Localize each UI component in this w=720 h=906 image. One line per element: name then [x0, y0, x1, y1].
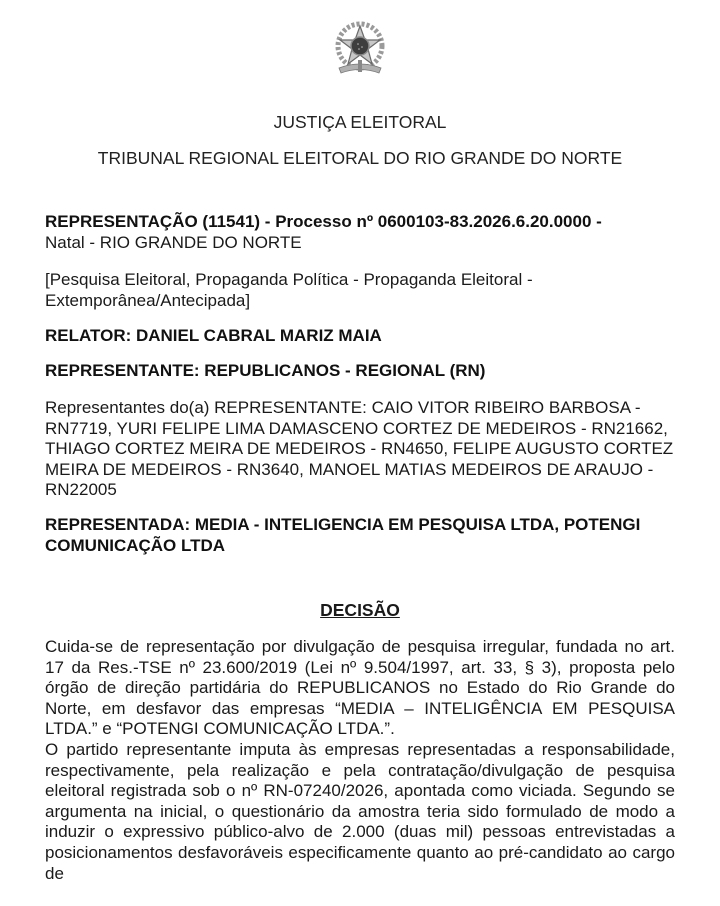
case-relator: RELATOR: DANIEL CABRAL MARIZ MAIA: [45, 326, 382, 345]
case-lawyers: Representantes do(a) REPRESENTANTE: CAIO VITOR RIBEIRO BARBOSA - RN7719, YURI FELIPE LIMA DAMASCENO CORTEZ DE MEDEIROS - RN21662, THIAGO CORTEZ MEIRA DE MEDEIROS - RN4650, FELIPE AUGUSTO CORTEZ MEIRA DE MEDEIROS - RN3640, MANOEL MATIAS MEDEIROS DE ARAUJO - RN22005: [45, 398, 674, 499]
case-representante: REPRESENTANTE: REPUBLICANOS - REGIONAL (RN): [45, 361, 486, 380]
decision-paragraph: Cuida-se de representação por divulgação de pesquisa irregular, fundada no art. 17 da Res.-TSE nº 23.600/2019 (Lei nº 9.504/1997, art. 33, § 3), proposta pelo órgão de direção partidária do REPUBLICANOS no Estado do Rio Grande do Norte, em desfavor das empresas “MEDIA – INTELIGÊNCIA EM PESQUISA LTDA.” e “POTENGI COMUNICAÇÃO LTDA.”.: [45, 637, 675, 739]
court-branch-title: JUSTIÇA ELEITORAL: [273, 112, 447, 132]
decision-paragraph: O partido representante imputa às empresas representadas a responsabilidade, respectivamente, pela realização e pela contratação/divulgação de pesquisa eleitoral registrada sob o nº RN-07240/2026, apontada como viciada. Segundo se argumenta na inicial, o questionário da amostra teria sido formulado de modo a induzir o expressivo público-alvo de 2.000 (duas mil) pessoas entrevistadas a posicionamentos desfavoráveis especificamente quanto ao pré-candidato ao cargo de: [45, 740, 675, 883]
case-location: Natal - RIO GRANDE DO NORTE: [45, 232, 302, 252]
case-heading: [45, 212, 675, 253]
court-name: TRIBUNAL REGIONAL ELEITORAL DO RIO GRANDE DO NORTE: [97, 148, 623, 168]
case-representada: REPRESENTADA: MEDIA - INTELIGENCIA EM PESQUISA LTDA, POTENGI COMUNICAÇÃO LTDA: [45, 515, 641, 555]
decision-heading-text: DECISÃO: [320, 600, 400, 620]
decision-heading: [0, 600, 720, 621]
case-title: REPRESENTAÇÃO (11541) - Processo nº 0600103-83.2026.6.20.0000 -: [45, 212, 602, 231]
case-subject: [Pesquisa Eleitoral, Propaganda Política - Propaganda Eleitoral - Extemporânea/Antecipada]: [45, 270, 533, 310]
coat-of-arms-icon: [331, 20, 389, 76]
